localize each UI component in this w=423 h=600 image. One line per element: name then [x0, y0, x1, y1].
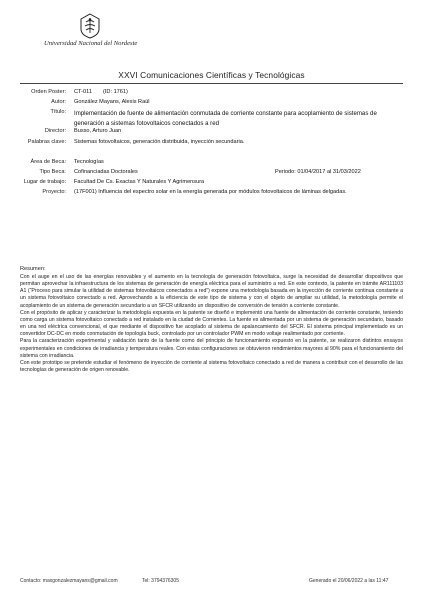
- tipo-beca-value: Cofinanciadas Doctorales: [74, 169, 138, 175]
- lugar-trabajo-label: Lugar de trabajo:: [23, 179, 66, 185]
- periodo-value: Periodo: 01/04/2017 al 31/03/2022: [275, 169, 361, 175]
- orden-label: Orden Poster:: [31, 89, 66, 95]
- director-label: Director:: [44, 128, 66, 134]
- director-value: Busso, Arturo Juan: [74, 128, 122, 134]
- autor-label: Autor:: [51, 99, 66, 105]
- conference-title: XXVI Comunicaciones Científicas y Tecnológicas: [118, 70, 305, 80]
- palabras-clave-value: Sistemas fotovoltaicos, generación distribuida, inyección secundaria.: [74, 139, 245, 145]
- resumen-label: Resumen:: [20, 266, 46, 272]
- resumen-paragraph: Con el propósito de aplicar y caracterizar la metodología expuesta en la patente se diseñó e implementó una fuente de alimentación de corriente constante, teniendo como carga un sistema fotovoltaico conectado a red instalado en la ciudad de Corrientes. La fuente es alimentada por un sistema de generación secundario, basado en una red eléctrica convencional, el que mediante el dispositivo fue acoplado al sistema de apalancamiento del SFCR. El sistema principal implementado es un convertidor DC-DC en modo conmutación de topología buck, controlado por un controlador PWM en modo voltaje realimentado por corriente.: [20, 309, 403, 338]
- footer-tel: Tel: 3794376305: [142, 578, 179, 584]
- proyecto-value: (17F001) Influencia del espectro solar en la energía generada por módulos fotovoltaicos de láminas delgadas.: [74, 189, 347, 195]
- resumen-body: [20, 274, 403, 374]
- footer-contact: Contacto: maxgonzalezmayans@gmail.com: [20, 578, 118, 584]
- university-seal-icon: [79, 13, 101, 39]
- resumen-paragraph: Con el auge en el uso de las energías renovables y el aumento en la tecnología de generación fotovoltaica, surge la necesidad de desarrollar dispositivos que permitan aprovechar la infraestructura de los sistemas de generación de energía eléctrica para el suministro a red. En este contexto, la patente en trámite AR111103 A1 (“Proceso para simular la utilidad de sistemas fotovoltaicos conectados a red”) expone una metodología basada en la inyección de corriente continua constante a un sistema fotovoltaico conectado a red. Aprovechando a la eficiencia de este tipo de sistema y con el objeto de ampliar su utilidad, la metodología permite el acoplamiento de un sistema de generación secundario a un SFCR utilizando un dispositivo de conversión de tensión a corriente constante.: [20, 274, 403, 309]
- titulo-value: Implementación de fuente de alimentación conmutada de corriente constante para acoplamiento de sistemas de generación a sistemas fotovoltaicos conectados a red: [74, 110, 377, 127]
- lugar-trabajo-value: Facultad De Cs. Exactas Y Naturales Y Agrimensura: [74, 179, 205, 185]
- university-logo: [44, 13, 138, 47]
- institution-name: Universidad Nacional del Nordeste: [44, 40, 138, 47]
- tipo-beca-label: Tipo Beca:: [39, 169, 66, 175]
- title-divider: [20, 83, 403, 84]
- palabras-clave-label: Palabras clave:: [27, 139, 66, 145]
- orden-code: (ID: 1761): [103, 89, 128, 95]
- titulo-label: Título:: [50, 109, 66, 115]
- resumen-paragraph: Para la caracterización experimental y validación tanto de la fuente como del principio de funcionamiento expuesto en la patente, se realizaron distintos ensayos experimentales en condiciones de irradiancia y temperatura reales. Con estas configuraciones se obtuvieron rendimientos mayores al 90% para el funcionamiento del sistema con irradiancia.: [20, 338, 403, 359]
- area-beca-label: Área de Beca:: [30, 159, 66, 165]
- orden-value: CT-011: [74, 89, 92, 95]
- proyecto-label: Proyecto:: [42, 189, 66, 195]
- resumen-paragraph: Con este prototipo se pretende estudiar el fenómeno de inyección de corriente al sistema fotovoltaico conectado a red de manera a contribuir con el desarrollo de las tecnologías de generación de origen renovable.: [20, 359, 403, 374]
- autor-value: González Mayans, Alexis Raúl: [74, 99, 150, 105]
- area-beca-value: Tecnologías: [74, 159, 104, 165]
- footer-generated: Generado el 20/06/2022 a las 11:47: [309, 578, 389, 584]
